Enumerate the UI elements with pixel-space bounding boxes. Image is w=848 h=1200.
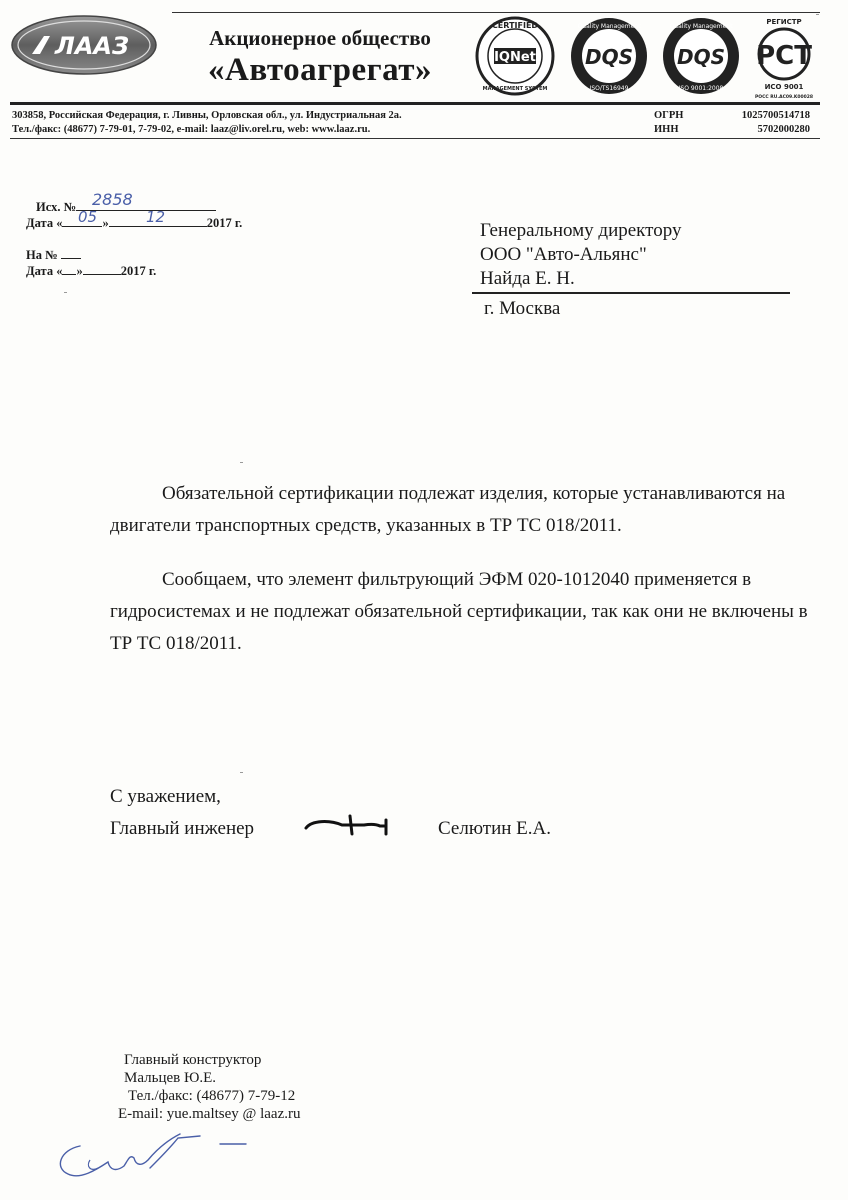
iqnet-cert-seal [474,14,556,100]
svg-text:MANAGEMENT SYSTEM: MANAGEMENT SYSTEM [482,86,548,92]
svg-text:DQS: DQS [676,45,726,69]
contact-name: Мальцев Ю.Е. [124,1070,217,1086]
svg-text:ISO 9001:2008: ISO 9001:2008 [678,85,724,92]
incoming-date-label: Дата « [26,264,63,278]
dqs-ts16949-cert-seal [568,14,650,100]
outgoing-date-label: Дата « [26,216,63,230]
inn-value: 5702000280 [757,124,810,135]
incoming-date-row: Дата « » 2017 г. [26,264,157,278]
body-paragraph-2: Сообщаем, что элемент фильтрующий ЭФМ 020-1012040 применяется в гидросистемах и не подлежат обязательной сертификации, так как они не включены в ТР ТС 018/2011. [110,569,808,654]
outgoing-date-month-handwritten: 12 [146,208,166,226]
contact-position: Главный конструктор [124,1052,262,1068]
signature-mark [300,812,400,842]
logo-text: ЛААЗ [54,32,130,60]
ogrn-value: 1025700514718 [741,110,810,121]
svg-text:DQS: DQS [584,45,634,69]
header-divider [10,102,820,105]
outgoing-number-handwritten: 2858 [92,190,133,209]
contact-email: E-mail: yue.maltsey @ laaz.ru [118,1106,301,1122]
outgoing-date-day-handwritten: 05 [78,208,98,226]
svg-text:IQNet: IQNet [494,50,536,65]
svg-text:РЕГИСТР: РЕГИСТР [766,18,802,26]
header-top-rule [172,12,820,13]
company-address: 303858, Российская Федерация, г. Ливны, Орловская обл., ул. Индустриальная 2а. [12,110,402,121]
gost-registr-cert-seal [748,14,820,100]
company-type: Акционерное общество [209,26,431,50]
body-paragraph-1: Обязательной сертификации подлежат изделия, которые устанавливаются на двигатели транспортных средств, указанных в ТР ТС 018/2011. [110,483,786,536]
svg-text:CERTIFIED: CERTIFIED [491,21,539,30]
company-contacts: Тел./факс: (48677) 7-79-01, 7-79-02, e-mail: laaz@liv.orel.ru, web: www.laaz.ru. [12,124,371,135]
outgoing-number-label: Исх. № [36,200,77,214]
header-bottom-rule [10,138,820,139]
svg-text:РСТ: РСТ [756,41,812,71]
recipient-position: Генеральному директору [480,220,682,241]
signer-name: Селютин Е.А. [438,818,551,839]
incoming-number-row [26,246,81,263]
incoming-number-label: На № [26,248,58,262]
incoming-date-year: 2017 г. [120,264,157,278]
handwritten-initials [50,1118,250,1188]
dqs-iso9001-cert-seal [660,14,742,100]
outgoing-date-year: 2017 г. [206,216,243,230]
svg-text:РОСС RU.AC09.K00028: РОСС RU.AC09.K00028 [754,95,814,100]
contact-phone: Тел./факс: (48677) 7-79-12 [128,1088,296,1104]
signer-position: Главный инженер [110,818,255,839]
recipient-company: ООО "Авто-Альянс" [480,244,647,265]
svg-text:Quality Management: Quality Management [669,23,733,30]
closing-phrase: С уважением, [110,786,221,807]
recipient-rule [472,292,790,294]
outgoing-date-row: Дата « » 2017 г. [26,216,243,230]
svg-text:ISO/TS16949: ISO/TS16949 [589,85,629,92]
svg-text:Quality Management: Quality Management [577,23,641,30]
company-name: «Автоагрегат» [208,52,432,88]
inn-label: ИНН [654,124,679,135]
recipient-name: Найда Е. Н. [480,268,575,289]
ogrn-label: ОГРН [654,110,684,121]
svg-text:ИСО 9001: ИСО 9001 [764,83,804,91]
recipient-city: г. Москва [484,298,561,319]
